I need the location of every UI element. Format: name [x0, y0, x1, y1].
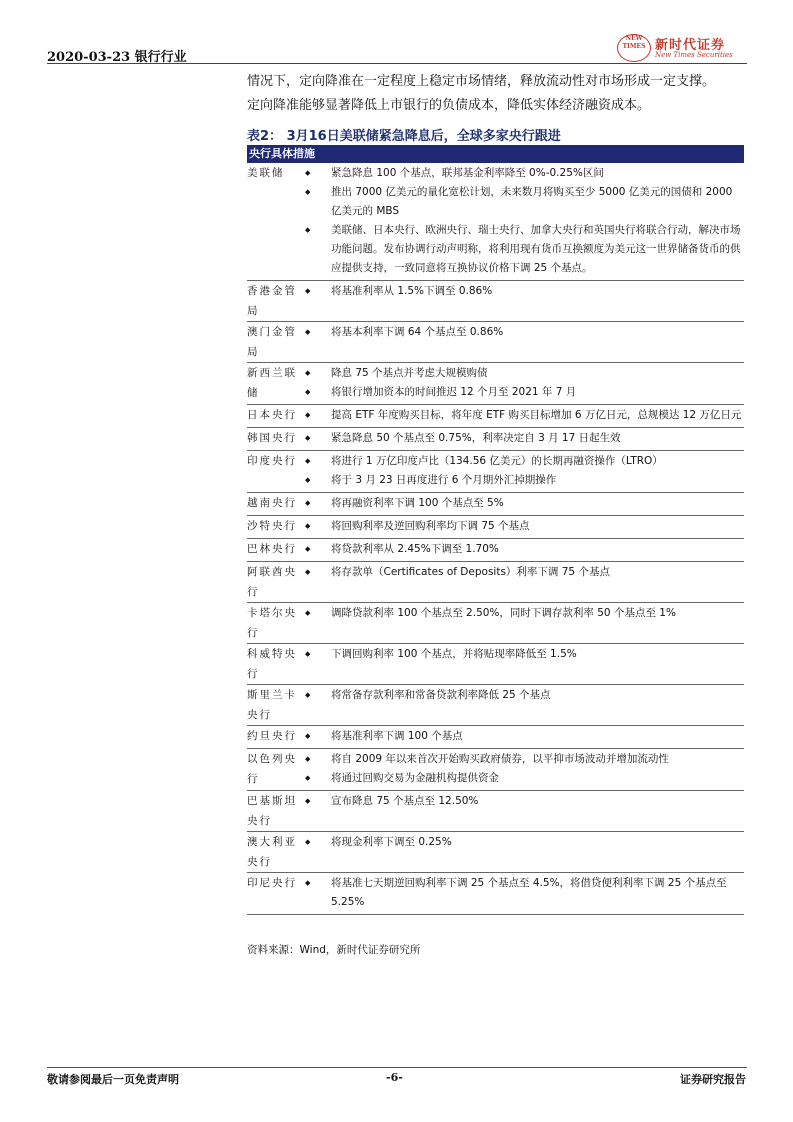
table-row [247, 873, 744, 915]
bank-name: 新西兰联储 [247, 367, 297, 399]
table-row [247, 405, 744, 428]
measure-item: ◆ 将基本利率下调 64 个基点至 0.86% [331, 323, 744, 342]
measures [331, 363, 744, 402]
measure-item: ◆ 将再融资利率下调 100 个基点至 5% [331, 494, 744, 513]
measure-item: ◆ 提高 ETF 年度购买目标，将年度 ETF 购买目标增加 6 万亿日元，总规模达 12 万亿日元 [331, 406, 744, 425]
logo-mark: NEW TIMES [617, 34, 651, 62]
measure-item: ◆ 将基准利率下调 100 个基点 [331, 727, 744, 746]
table-row [247, 539, 744, 562]
table-row [247, 644, 744, 685]
measure-item: ◆ 将现金利率下调至 0.25% [331, 833, 744, 852]
measure-item: ◆ 将存款单（Certificates of Deposits）利率下调 75 个基点 [331, 563, 744, 582]
bank-name: 越南央行 [247, 497, 297, 509]
measures [331, 685, 744, 705]
measure-item: ◆ 将进行 1 万亿印度卢比（134.56 亿美元）的长期再融资操作（LTRO） [331, 452, 744, 471]
table-row [247, 163, 744, 281]
bank-name: 日本央行 [247, 409, 297, 421]
bank-name: 阿联酋央行 [247, 566, 297, 598]
measures [331, 493, 744, 513]
table-row [247, 493, 744, 516]
measure-item: ◆ 推出 7000 亿美元的量化宽松计划，未来数月将购买至少 5000 亿美元的国债和 2000 亿美元的 MBS [331, 183, 744, 221]
bank-name: 巴林央行 [247, 543, 297, 555]
measure-item: ◆ 下调回购利率 100 个基点，并将贴现率降低至 1.5% [331, 645, 744, 664]
intro-paragraph [247, 70, 747, 118]
bank-name: 卡塔尔央行 [247, 607, 297, 639]
intro-line: 情况下，定向降准在一定程度上稳定市场情绪，释放流动性对市场形成一定支撑。 [247, 74, 716, 89]
table-row [247, 685, 744, 726]
central-bank-table [247, 145, 744, 915]
bank-name: 印度央行 [247, 455, 297, 467]
table-row [247, 322, 744, 363]
measures [331, 726, 744, 746]
measure-item: ◆ 将回购利率及逆回购利率均下调 75 个基点 [331, 517, 744, 536]
measure-item: ◆ 调降贷款利率 100 个基点至 2.50%，同时下调存款利率 50 个基点至 1% [331, 604, 744, 623]
company-logo [617, 34, 747, 64]
measures [331, 405, 744, 425]
measures [331, 163, 744, 278]
measures [331, 603, 744, 623]
bank-name: 沙特央行 [247, 520, 297, 532]
table-title: 表2： 3月16日美联储紧急降息后，全球多家央行跟进 [247, 129, 561, 144]
footer-divider [47, 1067, 747, 1068]
measures [331, 873, 744, 912]
measure-item: ◆ 将基准七天期逆回购利率下调 25 个基点至 4.5%，将借贷便利利率下调 25 个基点至 5.25% [331, 874, 744, 912]
table-row [247, 832, 744, 873]
table-row [247, 516, 744, 539]
bank-name: 科威特央行 [247, 648, 297, 680]
table-row [247, 428, 744, 451]
measures [331, 281, 744, 301]
bank-name: 韩国央行 [247, 432, 297, 444]
bank-name: 约旦央行 [247, 730, 297, 742]
measures [331, 516, 744, 536]
measures [331, 562, 744, 582]
logo-en: New Times Securities [655, 51, 733, 59]
measure-item: ◆ 将于 3 月 23 日再度进行 6 个月期外汇掉期操作 [331, 471, 744, 490]
table-body [247, 163, 744, 915]
bank-name: 以色列央行 [247, 753, 297, 785]
table-row [247, 749, 744, 791]
measure-item: ◆ 将银行增加资本的时间推迟 12 个月至 2021 年 7 月 [331, 383, 744, 402]
measure-item: ◆ 紧急降息 50 个基点至 0.75%，利率决定自 3 月 17 日起生效 [331, 429, 744, 448]
footer-disclaimer: 敬请参阅最后一页免责声明 [47, 1073, 179, 1086]
table-row [247, 791, 744, 832]
table-row [247, 281, 744, 322]
measure-item: ◆ 将常备存款利率和常备贷款利率降低 25 个基点 [331, 686, 744, 705]
bank-name: 澳门金管局 [247, 326, 297, 358]
measure-item: ◆ 将基准利率从 1.5%下调至 0.86% [331, 282, 744, 301]
bank-name: 香港金管局 [247, 285, 297, 317]
measure-item: ◆ 将贷款利率从 2.45%下调至 1.70% [331, 540, 744, 559]
page-number: -6- [386, 1071, 403, 1084]
bank-name: 斯里兰卡央行 [247, 689, 297, 721]
table-row [247, 726, 744, 749]
measures [331, 791, 744, 811]
measures [331, 644, 744, 664]
measures [331, 428, 744, 448]
table-row [247, 562, 744, 603]
measure-item: ◆ 将通过回购交易为金融机构提供资金 [331, 769, 744, 788]
date-sector: 2020-03-23 银行行业 [47, 50, 187, 65]
intro-line: 定向降准能够显著降低上市银行的负债成本，降低实体经济融资成本。 [247, 98, 651, 113]
table-row [247, 603, 744, 644]
table-header: 央行具体措施 [247, 145, 744, 163]
bank-name: 巴基斯坦央行 [247, 795, 297, 827]
measures [331, 749, 744, 788]
measure-item: ◆ 紧急降息 100 个基点，联邦基金利率降至 0%-0.25%区间 [331, 164, 744, 183]
report-type: 证券研究报告 [680, 1073, 746, 1086]
table-row [247, 451, 744, 493]
measures [331, 832, 744, 852]
measures [331, 322, 744, 342]
measures [331, 539, 744, 559]
measure-item: ◆ 将自 2009 年以来首次开始购买政府债券，以平抑市场波动并增加流动性 [331, 750, 744, 769]
measure-item: ◆ 降息 75 个基点并考虑大规模购债 [331, 364, 744, 383]
bank-name: 澳大利亚央行 [247, 836, 297, 868]
bank-name: 美联储 [247, 167, 285, 179]
measures [331, 451, 744, 490]
table-row [247, 363, 744, 405]
measure-item: ◆ 美联储、日本央行、欧洲央行、瑞士央行、加拿大央行和英国央行将联合行动，解决市场功能问题。发布协调行动声明称，将利用现有货币互换额度为美元这一世界储备货币的供应提供支持，一致同意将互换协议价格下调 25 个基点。 [331, 221, 744, 278]
measure-item: ◆ 宣布降息 75 个基点至 12.50% [331, 792, 744, 811]
logo-cn: 新时代证券 [655, 38, 726, 53]
bank-name: 印尼央行 [247, 877, 297, 889]
page-header [47, 35, 747, 65]
header-divider [47, 63, 747, 64]
source-note: 资料来源：Wind，新时代证券研究所 [247, 944, 421, 956]
